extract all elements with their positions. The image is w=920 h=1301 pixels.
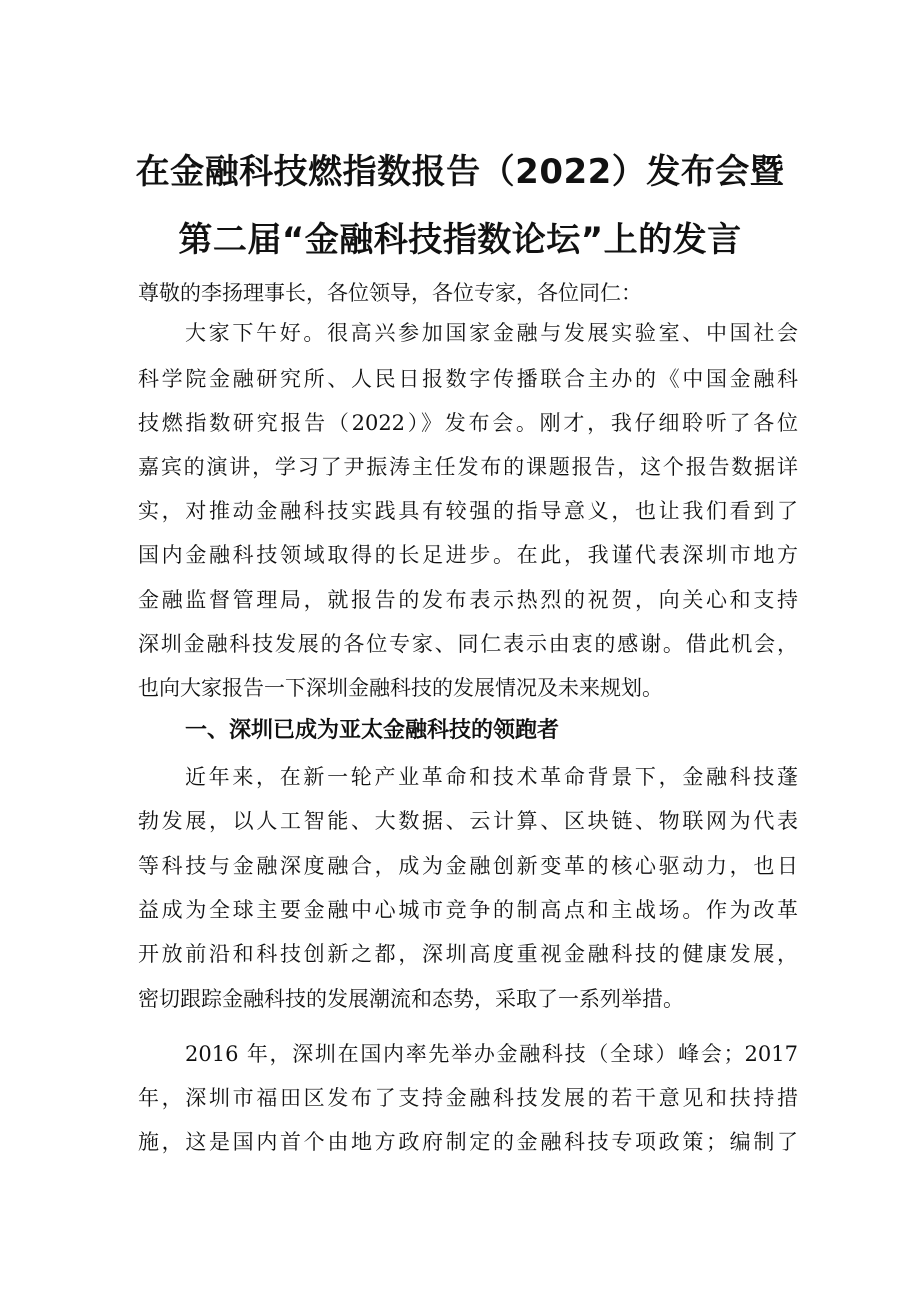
paragraph-line: 科学院金融研究所、人民日报数字传播联合主办的《中国金融科 [138, 367, 798, 391]
document-title-line-1: 在金融科技燃指数报告（2022）发布会暨 [135, 152, 785, 192]
paragraph-line: 等科技与金融深度融合，成为金融创新变革的核心驱动力，也日 [138, 854, 798, 878]
paragraph-line: 国内金融科技领域取得的长足进步。在此，我谨代表深圳市地方 [138, 543, 798, 567]
paragraph-line: 密切跟踪金融科技的发展潮流和态势，采取了一系列举措。 [138, 987, 684, 1011]
paragraph-line: 施，这是国内首个由地方政府制定的金融科技专项政策；编制了 [138, 1130, 798, 1154]
paragraph-line: 开放前沿和科技创新之都，深圳高度重视金融科技的健康发展， [138, 942, 798, 966]
paragraph-line: 实，对推动金融科技实践具有较强的指导意义，也让我们看到了 [138, 499, 798, 523]
document-title-line-2: 第二届“金融科技指数论坛”上的发言 [178, 220, 742, 260]
paragraph-line: 技燃指数研究报告（2022）》发布会。刚才，我仔细聆听了各位 [138, 411, 798, 435]
section-heading-1: 一、深圳已成为亚太金融科技的领跑者 [185, 718, 560, 743]
paragraph-line: 金融监督管理局，就报告的发布表示热烈的祝贺，向关心和支持 [138, 588, 798, 612]
paragraph-line: 也向大家报告一下深圳金融科技的发展情况及未来规划。 [138, 676, 663, 700]
paragraph-line: 大家下午好。很高兴参加国家金融与发展实验室、中国社会 [185, 321, 798, 345]
paragraph-line: 深圳金融科技发展的各位专家、同仁表示由衷的感谢。借此机会， [138, 632, 798, 656]
paragraph-line: 年，深圳市福田区发布了支持金融科技发展的若干意见和扶持措 [138, 1086, 798, 1110]
paragraph-line: 益成为全球主要金融中心城市竞争的制高点和主战场。作为改革 [138, 898, 798, 922]
paragraph-line: 嘉宾的演讲，学习了尹振涛主任发布的课题报告，这个报告数据详 [138, 455, 798, 479]
paragraph-line: 勃发展，以人工智能、大数据、云计算、区块链、物联网为代表 [138, 809, 798, 833]
salutation: 尊敬的李扬理事长，各位领导，各位专家，各位同仁： [138, 281, 642, 305]
paragraph-line: 2016 年，深圳在国内率先举办金融科技（全球）峰会；2017 [185, 1042, 798, 1066]
paragraph-line: 近年来，在新一轮产业革命和技术革命背景下，金融科技蓬 [185, 765, 798, 789]
